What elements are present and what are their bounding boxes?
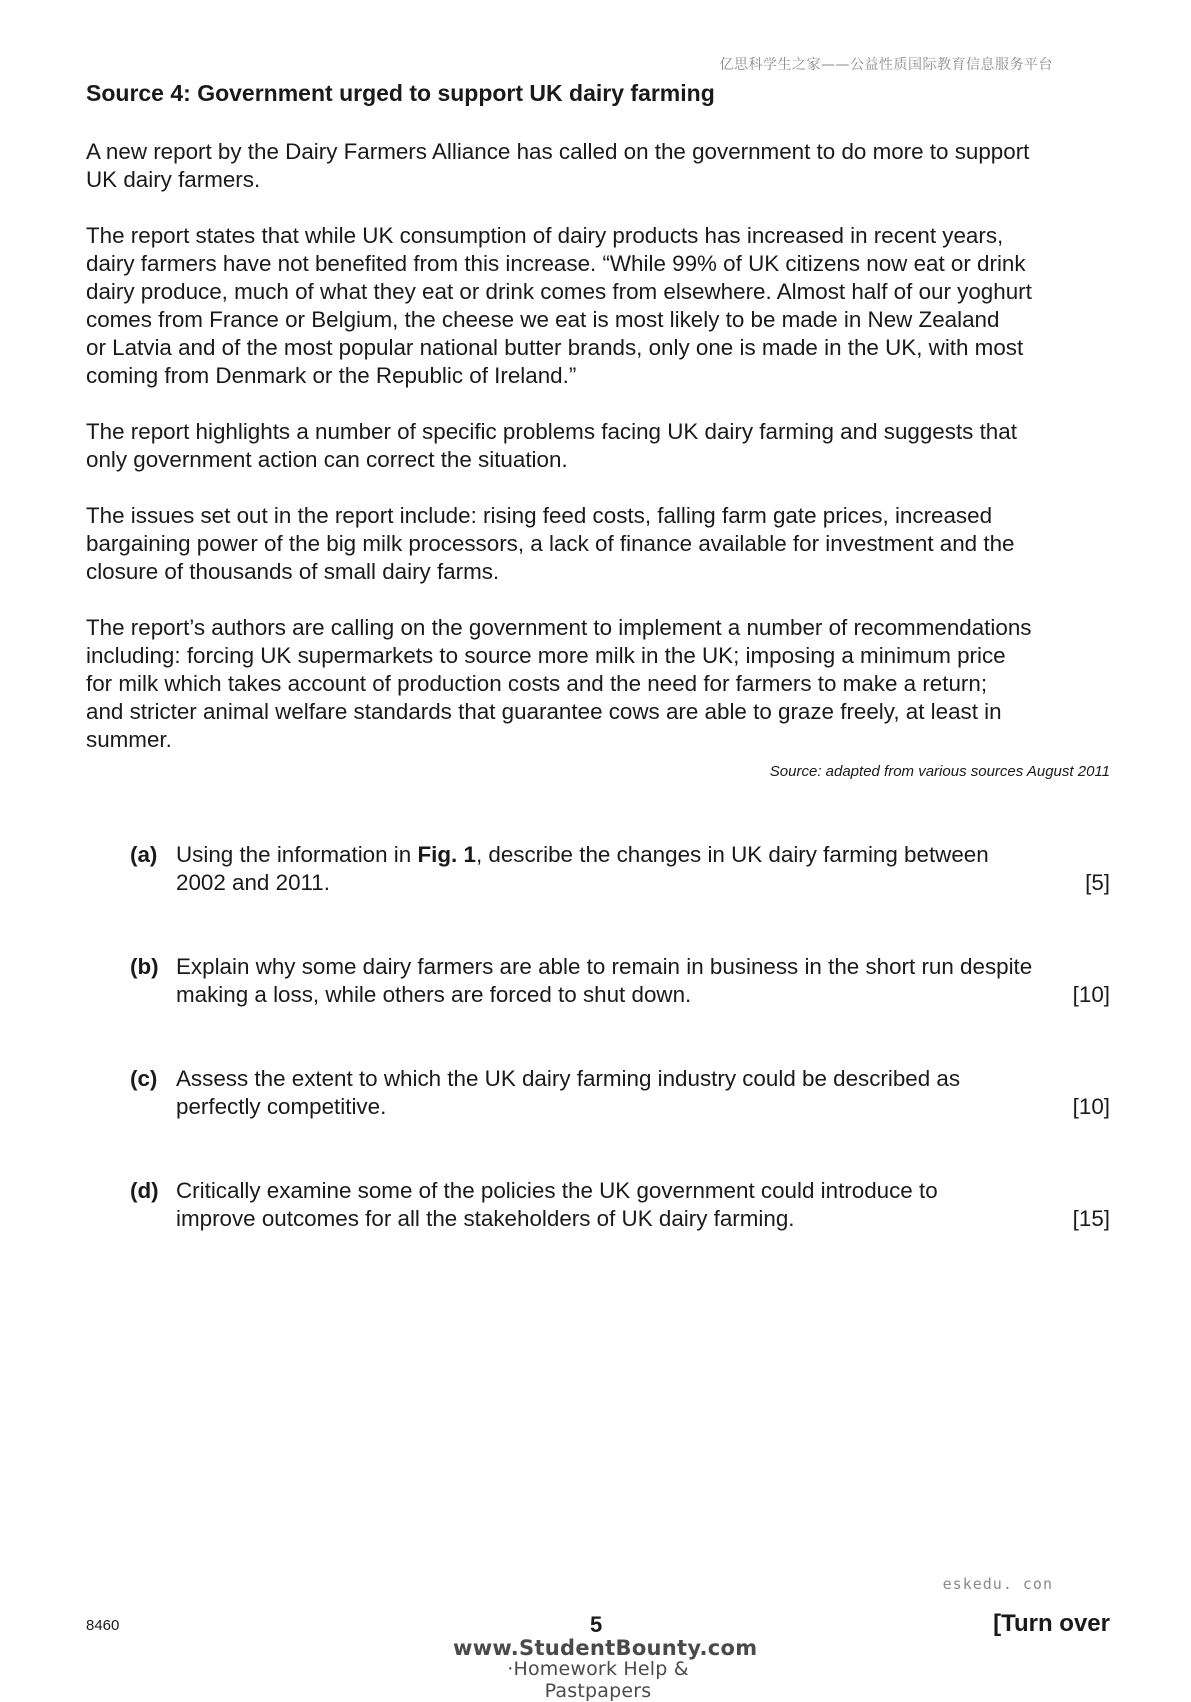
- question-marks: [10]: [1072, 982, 1110, 1007]
- paragraph-line: A new report by the Dairy Farmers Alliance has called on the government to do more to support: [86, 139, 1030, 164]
- paragraph-line: summer.: [86, 727, 172, 752]
- paragraph-4: [86, 502, 1116, 586]
- studentbounty-logo[interactable]: [453, 1636, 758, 1702]
- paragraph-2: [86, 222, 1116, 390]
- question-line: 2002 and 2011.: [176, 870, 330, 895]
- paragraph-line: including: forcing UK supermarkets to source more milk in the UK; imposing a minimum price: [86, 643, 1006, 668]
- question-letter: (a): [130, 842, 158, 867]
- source-title: Source 4: Government urged to support UK dairy farming: [86, 80, 715, 106]
- paper-code: 8460: [86, 1617, 120, 1634]
- question-letter: (c): [130, 1066, 158, 1091]
- paragraph-line: for milk which takes account of production costs and the need for farmers to make a return;: [86, 671, 988, 696]
- question-line: Explain why some dairy farmers are able to remain in business in the short run despite: [176, 954, 1033, 979]
- paragraph-line: The report highlights a number of specific problems facing UK dairy farming and suggests that: [86, 419, 1017, 444]
- paragraph-line: The report’s authors are calling on the government to implement a number of recommendations: [86, 615, 1032, 640]
- question-text: [176, 841, 1066, 897]
- question-text: [176, 1177, 1066, 1233]
- question-line: improve outcomes for all the stakeholders of UK dairy farming.: [176, 1206, 795, 1231]
- paragraph-line: comes from France or Belgium, the cheese we eat is most likely to be made in New Zealand: [86, 307, 1000, 332]
- footer-watermark: eskedu. con: [942, 1575, 1053, 1593]
- paragraph-line: coming from Denmark or the Republic of Ireland.”: [86, 363, 577, 388]
- question-letter: (b): [130, 954, 159, 979]
- paragraph-line: and stricter animal welfare standards that guarantee cows are able to graze freely, at least in: [86, 699, 1002, 724]
- question-line: perfectly competitive.: [176, 1094, 387, 1119]
- paragraph-line: bargaining power of the big milk processors, a lack of finance available for investment and the: [86, 531, 1015, 556]
- question-text-after: , describe the changes in UK dairy farming between: [475, 842, 989, 867]
- logo-tagline: ·Homework Help & Pastpapers: [507, 1658, 689, 1702]
- question-text: [176, 1065, 1066, 1121]
- paragraph-line: UK dairy farmers.: [86, 167, 261, 192]
- page-number: 5: [590, 1612, 603, 1637]
- question-line: Critically examine some of the policies the UK government could introduce to: [176, 1178, 938, 1203]
- logo-url: www.StudentBounty.com: [453, 1636, 758, 1660]
- question-marks: [5]: [1085, 870, 1110, 895]
- paragraph-line: dairy farmers have not benefited from this increase. “While 99% of UK citizens now eat or drink: [86, 251, 1026, 276]
- paragraph-line: The issues set out in the report include: rising feed costs, falling farm gate prices, increased: [86, 503, 993, 528]
- question-marks: [10]: [1072, 1094, 1110, 1119]
- paragraph-line: dairy produce, much of what they eat or drink comes from elsewhere. Almost half of our yoghurt: [86, 279, 1032, 304]
- question-marks: [15]: [1072, 1206, 1110, 1231]
- paragraph-5: [86, 614, 1116, 754]
- header-watermark: 亿思科学生之家——公益性质国际教育信息服务平台: [719, 57, 1053, 73]
- turn-over-label: [Turn over: [993, 1610, 1110, 1637]
- figure-reference: Fig. 1: [417, 842, 476, 867]
- paragraph-line: or Latvia and of the most popular national butter brands, only one is made in the UK, with most: [86, 335, 1024, 360]
- question-text: [176, 953, 1066, 1009]
- paragraph-line: closure of thousands of small dairy farms.: [86, 559, 500, 584]
- paragraph-3: [86, 418, 1116, 474]
- paragraph-1: [86, 138, 1116, 194]
- question-text-before: Using the information in: [176, 842, 418, 867]
- question-letter: (d): [130, 1178, 159, 1203]
- source-credit: Source: adapted from various sources August 2011: [769, 763, 1110, 780]
- question-line: making a loss, while others are forced to shut down.: [176, 982, 692, 1007]
- paragraph-line: The report states that while UK consumption of dairy products has increased in recent years,: [86, 223, 1004, 248]
- question-line: Assess the extent to which the UK dairy farming industry could be described as: [176, 1066, 961, 1091]
- question-line: [176, 841, 1066, 869]
- paragraph-line: only government action can correct the situation.: [86, 447, 568, 472]
